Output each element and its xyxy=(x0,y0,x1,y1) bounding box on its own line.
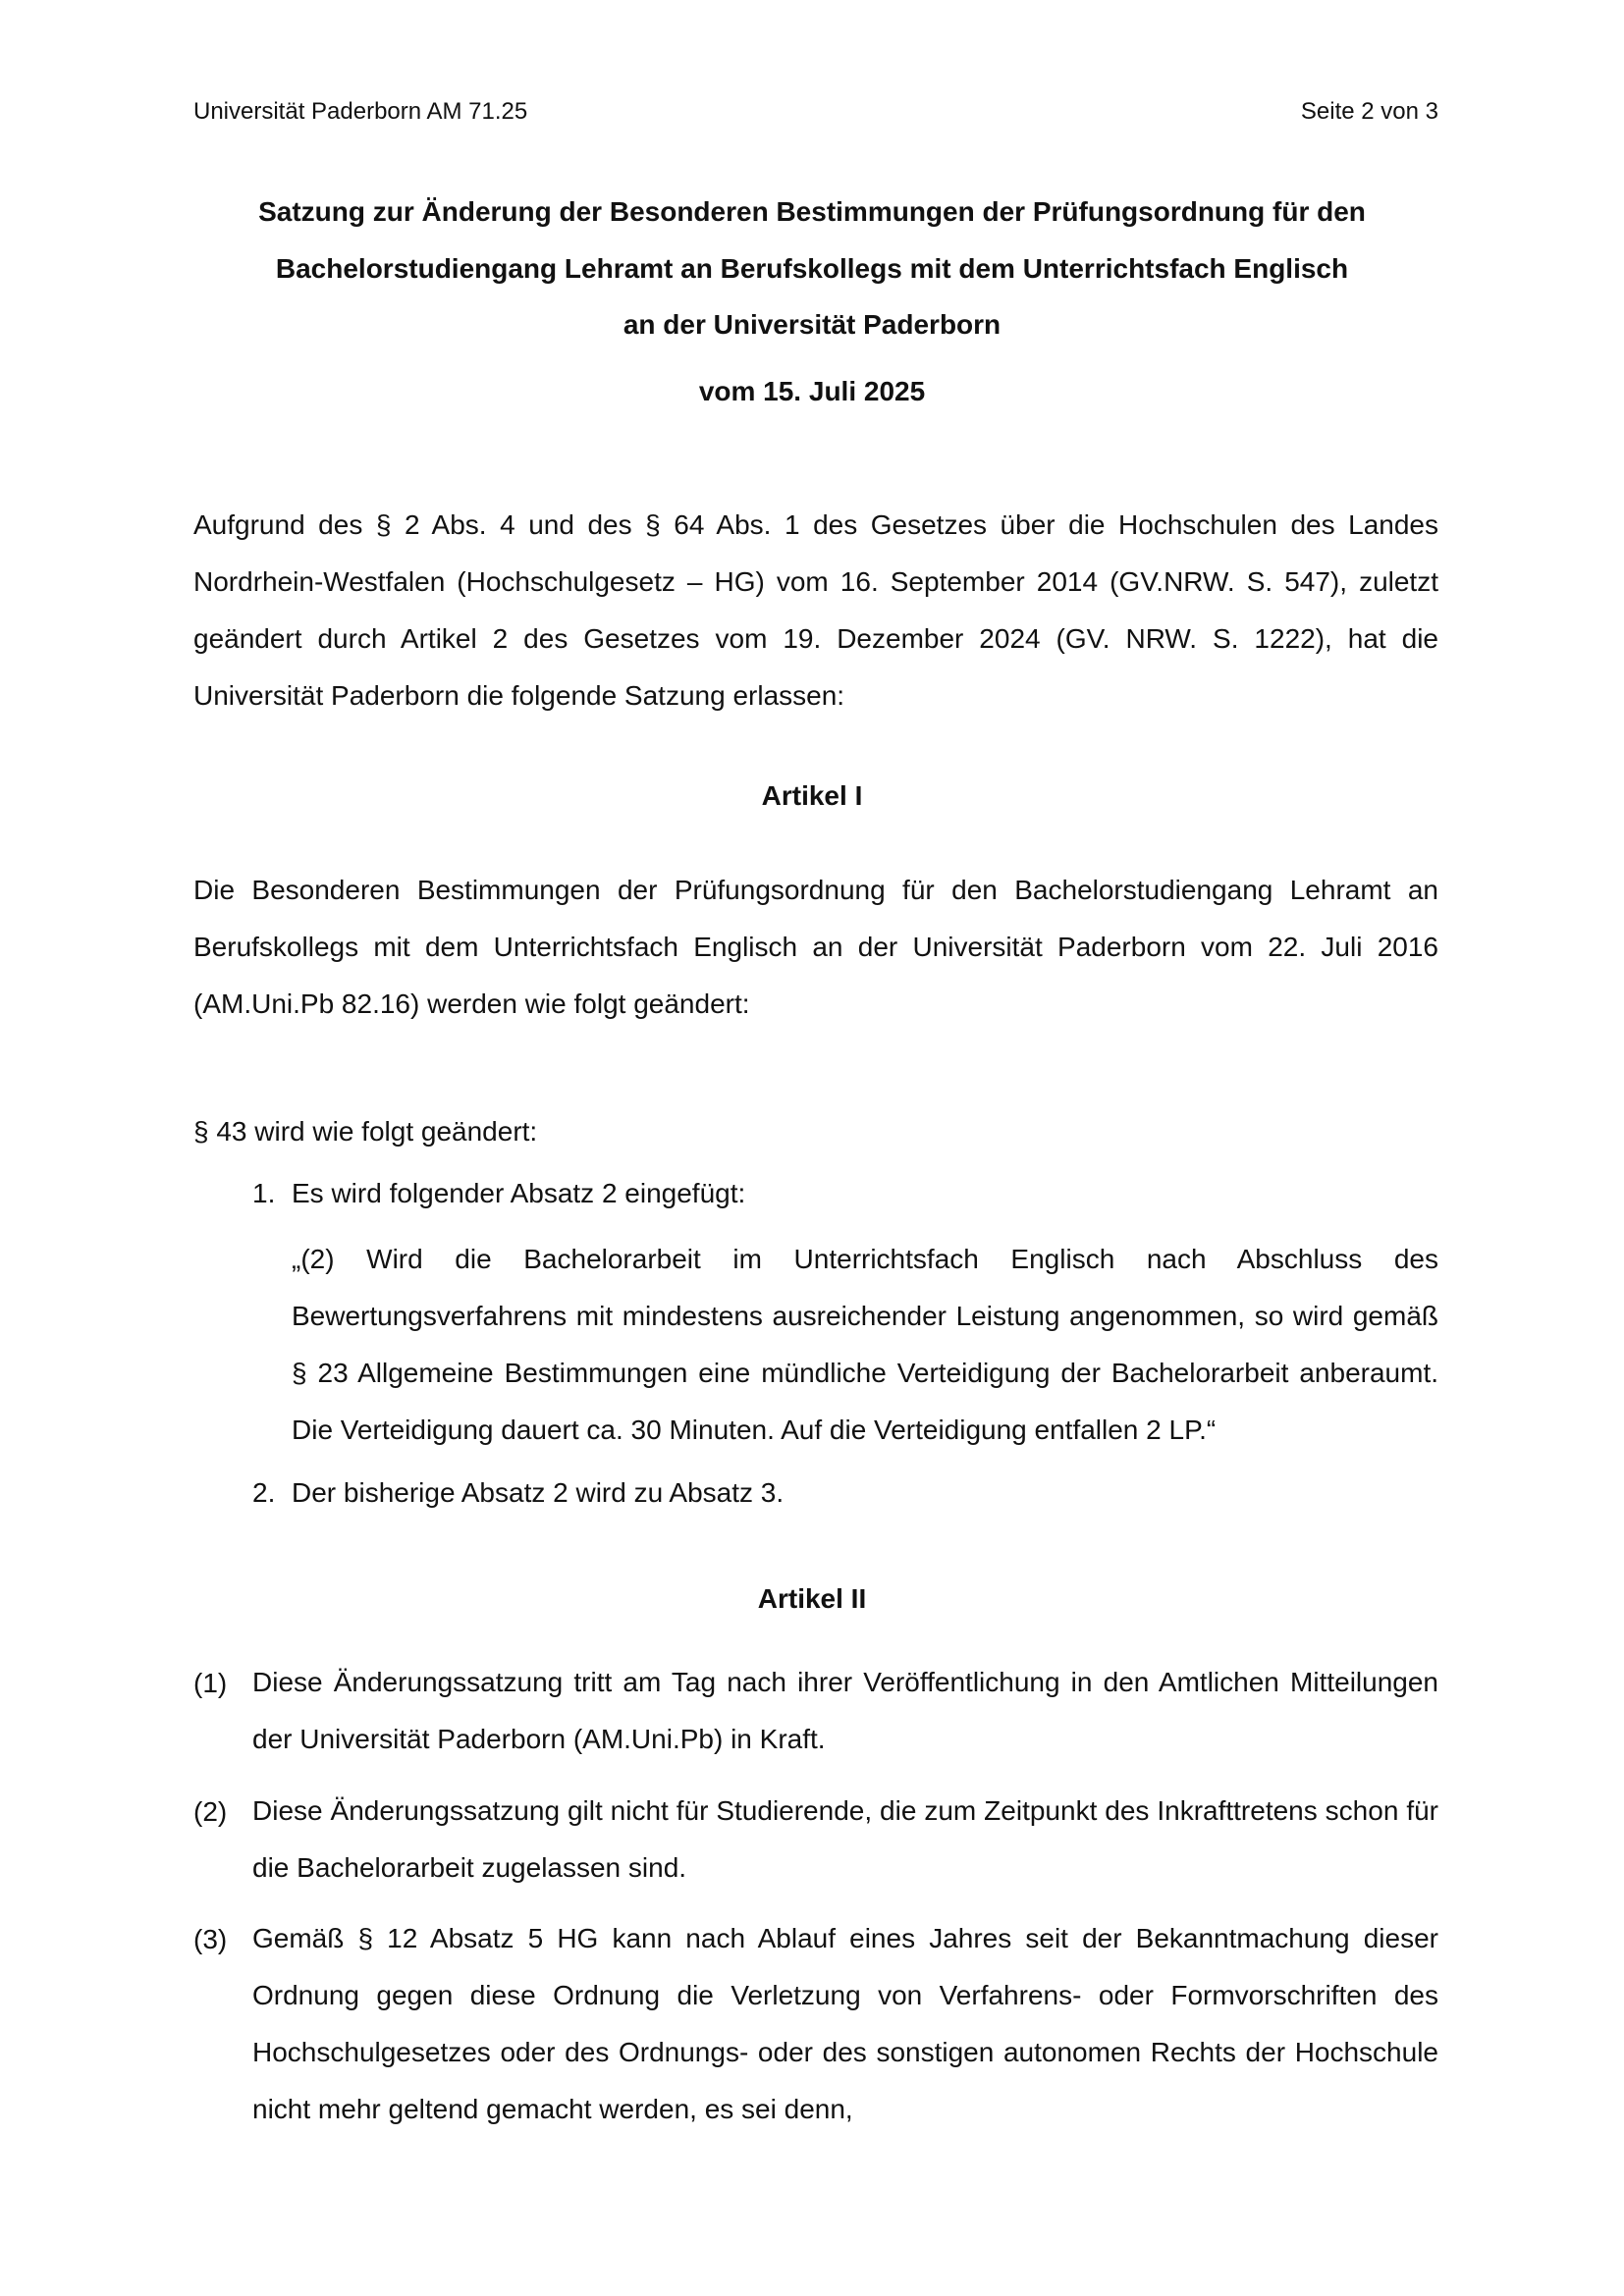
clause-text: Diese Änderungssatzung tritt am Tag nach ihrer Veröffentlichung in den Amtlichen Mitteilungen der Universität Paderborn (AM.Uni.Pb) in Kraft. xyxy=(252,1667,1438,1754)
preamble: Aufgrund des § 2 Abs. 4 und des § 64 Abs. 1 des Gesetzes über die Hochschulen des Landes Nordrhein-Westfalen (Hochschulgesetz – HG) vom 16. September 2014 (GV.NRW. S. 547), zuletzt geändert durch Artikel 2 des Gesetzes vom 19. Dezember 2024 (GV. NRW. S. 1222), hat die Universität Paderborn die folgende Satzung erlassen: xyxy=(193,509,1438,711)
inserted-paragraph-quote: „(2) Wird die Bachelorarbeit im Unterrichtsfach Englisch nach Abschluss des Bewertungsverfahrens mit mindestens ausreichender Leistung angenommen, so wird gemäß § 23 Allgemeine Bestimmungen eine mündliche Verteidigung der Bachelorarbeit anberaumt. Die Verteidigung dauert ca. 30 Minuten. Auf die Verteidigung entfallen 2 LP.“ xyxy=(292,1244,1438,1445)
list-item-text: Der bisherige Absatz 2 wird zu Absatz 3. xyxy=(292,1477,785,1508)
header-left: Universität Paderborn AM 71.25 xyxy=(193,98,528,125)
artikel-1-intro: Die Besonderen Bestimmungen der Prüfungsordnung für den Bachelorstudiengang Lehramt an Berufskollegs mit dem Unterrichtsfach Englisch an der Universität Paderborn vom 22. Juli 2016 (AM.Uni.Pb 82.16) werden wie folgt geändert: xyxy=(193,875,1438,1019)
title-line-3: an der Universität Paderborn xyxy=(623,309,1001,340)
list-item-number: 2. xyxy=(252,1477,276,1508)
list-item-number: 1. xyxy=(252,1178,276,1208)
clause-number: (1) xyxy=(193,1668,228,1698)
section-heading: § 43 wird wie folgt geändert: xyxy=(193,1116,538,1147)
title-line-2: Bachelorstudiengang Lehramt an Berufskollegs mit dem Unterrichtsfach Englisch xyxy=(275,253,1349,284)
page-number: Seite 2 von 3 xyxy=(1300,98,1438,125)
clause-number: (2) xyxy=(193,1796,228,1827)
clause-text: Diese Änderungssatzung gilt nicht für Studierende, die zum Zeitpunkt des Inkrafttretens schon für die Bachelorarbeit zugelassen sind. xyxy=(252,1795,1438,1883)
artikel-1-heading: Artikel I xyxy=(761,780,863,811)
title-date: vom 15. Juli 2025 xyxy=(698,376,926,406)
clause-number: (3) xyxy=(193,1924,228,1954)
list-item-text: Es wird folgender Absatz 2 eingefügt: xyxy=(292,1178,746,1208)
clause-text: Gemäß § 12 Absatz 5 HG kann nach Ablauf eines Jahres seit der Bekanntmachung dieser Ordnung gegen diese Ordnung die Verletzung von Verfahrens- oder Formvorschriften des Hochschulgesetzes oder des Ordnungs- oder des sonstigen autonomen Rechts der Hochschule nicht mehr geltend gemacht werden, es sei denn, xyxy=(252,1923,1438,2124)
title-line-1: Satzung zur Änderung der Besonderen Bestimmungen der Prüfungsordnung für den xyxy=(258,196,1366,227)
artikel-2-heading: Artikel II xyxy=(757,1583,867,1614)
